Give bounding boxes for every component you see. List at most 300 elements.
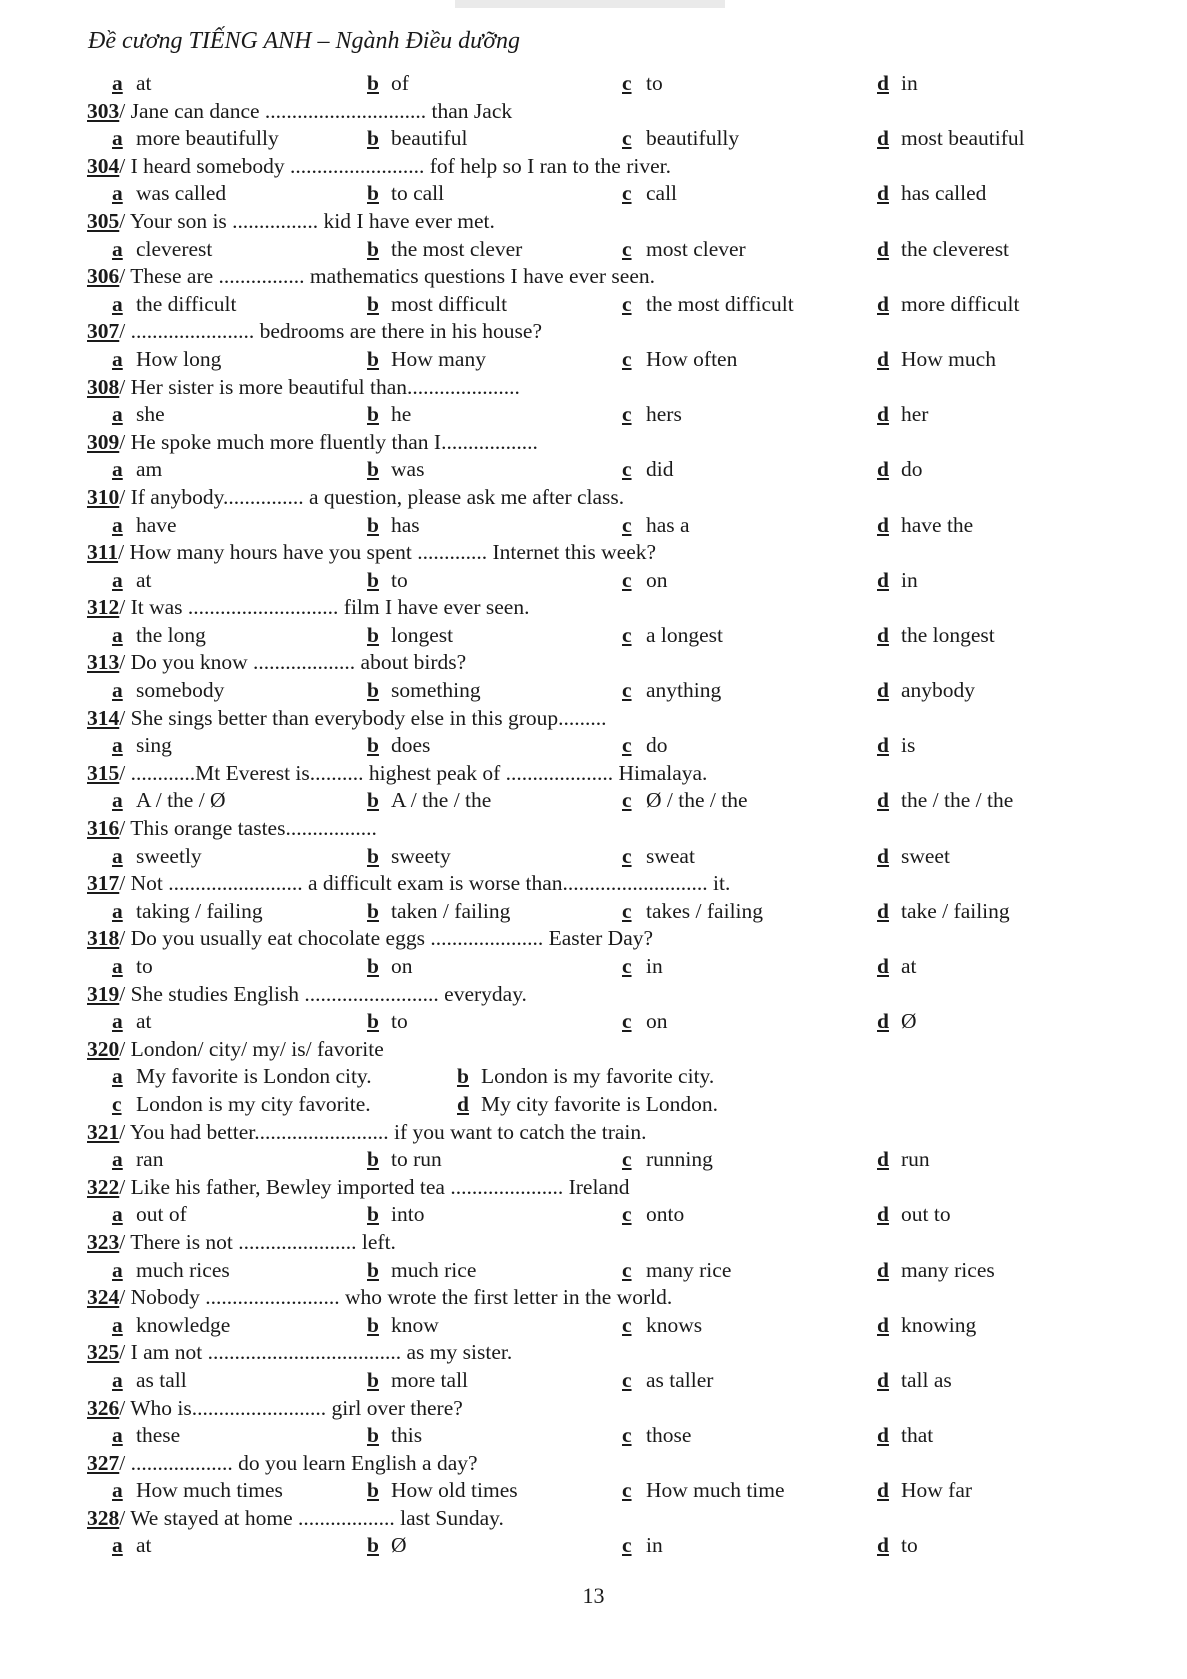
option-letter: d bbox=[877, 126, 889, 151]
options-row bbox=[87, 1312, 1107, 1340]
question-separator: / bbox=[119, 264, 131, 289]
question-text: Who is......................... girl over there? bbox=[130, 1395, 463, 1420]
option-text: those bbox=[646, 1423, 692, 1448]
option-d bbox=[877, 401, 928, 429]
option-text: have bbox=[136, 512, 177, 537]
options-row bbox=[87, 346, 1107, 374]
option-text: on bbox=[646, 1009, 668, 1034]
option-d bbox=[877, 1312, 976, 1340]
question-text: There is not ...................... left. bbox=[130, 1229, 396, 1254]
question-separator: / bbox=[119, 1174, 131, 1199]
option-letter: c bbox=[622, 346, 632, 371]
question-row bbox=[87, 484, 1107, 512]
question-separator: / bbox=[119, 1119, 130, 1144]
option-b bbox=[367, 456, 424, 484]
option-a bbox=[112, 843, 202, 871]
option-text: know bbox=[391, 1312, 439, 1337]
option-letter: a bbox=[112, 1533, 123, 1558]
question-separator: / bbox=[119, 1285, 131, 1310]
option-text: in bbox=[646, 954, 663, 978]
option-text: on bbox=[646, 567, 668, 592]
option-b bbox=[367, 1422, 422, 1450]
option-text: sing bbox=[136, 733, 172, 758]
option-letter: d bbox=[877, 567, 889, 592]
option-letter: c bbox=[112, 1091, 122, 1116]
option-letter: a bbox=[112, 1423, 123, 1448]
option-a bbox=[112, 1532, 152, 1560]
option-letter: b bbox=[367, 1478, 379, 1503]
question-number: 308 bbox=[87, 374, 120, 399]
question-number: 311 bbox=[87, 540, 119, 565]
option-text: How much time bbox=[646, 1478, 785, 1503]
option-letter: b bbox=[367, 898, 379, 923]
option-text: A / the / the bbox=[391, 788, 492, 813]
options-row bbox=[87, 677, 1107, 705]
option-a bbox=[112, 1367, 187, 1395]
question-row bbox=[87, 649, 1107, 677]
page-number: 13 bbox=[582, 1583, 605, 1608]
options-row bbox=[87, 1477, 1107, 1505]
option-b bbox=[367, 401, 411, 429]
question-row bbox=[87, 1119, 1107, 1147]
option-a bbox=[112, 1063, 372, 1091]
option-text: to call bbox=[391, 181, 445, 206]
option-letter: c bbox=[622, 1533, 632, 1558]
option-letter: d bbox=[877, 1423, 889, 1448]
option-c bbox=[622, 1532, 663, 1560]
question-row bbox=[87, 429, 1107, 457]
option-letter: d bbox=[877, 678, 889, 703]
question-separator: / bbox=[119, 319, 131, 344]
option-letter: c bbox=[622, 678, 632, 703]
option-text: at bbox=[136, 71, 152, 95]
option-d bbox=[877, 291, 1019, 319]
option-text: sweety bbox=[391, 843, 451, 868]
options-row bbox=[87, 1257, 1107, 1285]
question-separator: / bbox=[119, 1229, 131, 1254]
option-text: knowledge bbox=[136, 1312, 231, 1337]
option-d bbox=[877, 1257, 995, 1285]
option-text: My favorite is London city. bbox=[136, 1064, 372, 1089]
option-d bbox=[877, 953, 917, 981]
option-text: taken / failing bbox=[391, 898, 511, 923]
question-text: This orange tastes................. bbox=[130, 816, 377, 841]
option-b bbox=[367, 512, 420, 540]
option-text: cleverest bbox=[136, 236, 213, 261]
option-letter: a bbox=[112, 954, 123, 978]
option-letter: b bbox=[367, 512, 379, 537]
question-row bbox=[87, 263, 1107, 291]
option-text: anything bbox=[646, 678, 722, 703]
option-text: somebody bbox=[136, 678, 225, 703]
question-separator: / bbox=[118, 540, 130, 565]
option-text: Ø bbox=[901, 1009, 917, 1034]
option-letter: d bbox=[877, 512, 889, 537]
option-c bbox=[622, 180, 677, 208]
options-row bbox=[87, 1532, 1107, 1560]
option-text: How much times bbox=[136, 1478, 283, 1503]
option-text: beautifully bbox=[646, 126, 740, 151]
question-text: Your son is ................ kid I have ever met. bbox=[129, 208, 495, 233]
option-letter: d bbox=[877, 954, 889, 978]
option-letter: b bbox=[367, 236, 379, 261]
option-letter: d bbox=[877, 1257, 889, 1282]
option-c bbox=[622, 236, 746, 264]
option-letter: d bbox=[877, 71, 889, 95]
option-b bbox=[367, 125, 467, 153]
option-d bbox=[877, 456, 923, 484]
option-text: at bbox=[136, 1009, 152, 1034]
option-letter: d bbox=[877, 236, 889, 261]
option-text: sweetly bbox=[136, 843, 202, 868]
question-separator: / bbox=[119, 595, 131, 620]
question-number: 313 bbox=[87, 650, 120, 675]
option-letter: b bbox=[367, 1202, 379, 1227]
option-letter: d bbox=[877, 1367, 889, 1392]
option-text: in bbox=[646, 1533, 663, 1558]
option-text: running bbox=[646, 1147, 713, 1172]
option-letter: c bbox=[622, 622, 632, 647]
option-c bbox=[622, 1257, 731, 1285]
options-row bbox=[87, 843, 1107, 871]
question-separator: / bbox=[119, 153, 131, 178]
option-text: to bbox=[391, 567, 408, 592]
option-b bbox=[367, 898, 510, 926]
option-letter: d bbox=[877, 291, 889, 316]
option-letter: d bbox=[877, 733, 889, 758]
options-row bbox=[87, 622, 1107, 650]
option-c bbox=[622, 677, 721, 705]
option-text: London is my city favorite. bbox=[136, 1091, 371, 1116]
option-letter: c bbox=[622, 788, 632, 813]
options-row bbox=[87, 1091, 1107, 1119]
option-d bbox=[877, 125, 1025, 153]
option-text: more tall bbox=[391, 1367, 469, 1392]
option-letter: a bbox=[112, 71, 123, 95]
page-header: Đề cương TIẾNG ANH – Ngành Điều dưỡng bbox=[88, 28, 520, 54]
option-text: takes / failing bbox=[646, 898, 764, 923]
question-row bbox=[87, 594, 1107, 622]
option-letter: c bbox=[622, 236, 632, 261]
option-text: at bbox=[901, 954, 917, 978]
option-letter: a bbox=[112, 1478, 123, 1503]
question-row bbox=[87, 1174, 1107, 1202]
option-c bbox=[622, 1146, 713, 1174]
option-d bbox=[877, 1146, 930, 1174]
question-number: 327 bbox=[87, 1450, 120, 1475]
option-letter: b bbox=[367, 1257, 379, 1282]
option-text: her bbox=[901, 402, 929, 427]
option-text: much rice bbox=[391, 1257, 477, 1282]
option-letter: d bbox=[877, 1009, 889, 1034]
question-separator: / bbox=[119, 705, 131, 730]
option-d bbox=[877, 512, 973, 540]
question-row bbox=[87, 1505, 1107, 1533]
options-row bbox=[87, 125, 1107, 153]
option-text: ran bbox=[136, 1147, 164, 1172]
option-text: A / the / Ø bbox=[136, 788, 226, 813]
option-text: How much bbox=[901, 346, 996, 371]
option-letter: b bbox=[367, 622, 379, 647]
option-b bbox=[367, 953, 413, 981]
option-text: that bbox=[901, 1423, 934, 1448]
question-row bbox=[87, 318, 1107, 346]
question-separator: / bbox=[119, 981, 131, 1006]
option-a bbox=[112, 70, 152, 98]
option-letter: c bbox=[622, 126, 632, 151]
option-text: has bbox=[391, 512, 420, 537]
option-text: many rice bbox=[646, 1257, 732, 1282]
option-b bbox=[367, 843, 451, 871]
option-b bbox=[367, 567, 408, 595]
option-text: of bbox=[391, 71, 409, 95]
options-row bbox=[87, 70, 1107, 98]
question-row bbox=[87, 208, 1107, 236]
option-letter: a bbox=[112, 236, 123, 261]
option-letter: d bbox=[877, 898, 889, 923]
option-letter: a bbox=[112, 181, 123, 206]
question-number: 319 bbox=[87, 981, 120, 1006]
question-number: 305 bbox=[87, 208, 120, 233]
question-separator: / bbox=[119, 926, 131, 951]
option-b bbox=[367, 1477, 518, 1505]
option-letter: b bbox=[367, 954, 379, 978]
option-text: a longest bbox=[646, 622, 724, 647]
option-c bbox=[622, 567, 668, 595]
question-separator: / bbox=[119, 760, 131, 785]
option-letter: c bbox=[622, 71, 632, 95]
option-letter: d bbox=[877, 346, 889, 371]
option-letter: a bbox=[112, 402, 123, 427]
option-b bbox=[367, 1532, 407, 1560]
option-letter: a bbox=[112, 788, 123, 813]
question-number: 304 bbox=[87, 153, 120, 178]
option-letter: d bbox=[877, 1202, 889, 1227]
question-number: 322 bbox=[87, 1174, 120, 1199]
question-text: I am not .................................... as my sister. bbox=[130, 1340, 513, 1365]
question-separator: / bbox=[119, 650, 131, 675]
option-letter: b bbox=[367, 788, 379, 813]
option-c bbox=[622, 953, 663, 981]
option-letter: b bbox=[367, 1423, 379, 1448]
option-text: is bbox=[901, 733, 916, 758]
option-text: the most difficult bbox=[646, 291, 794, 316]
option-d bbox=[877, 732, 915, 760]
option-c bbox=[622, 1201, 684, 1229]
question-text: We stayed at home .................. last Sunday. bbox=[130, 1505, 504, 1530]
option-letter: c bbox=[622, 402, 632, 427]
option-c bbox=[622, 512, 690, 540]
option-b bbox=[367, 70, 409, 98]
question-list bbox=[87, 70, 1107, 1560]
option-text: Ø bbox=[391, 1533, 407, 1558]
option-d bbox=[457, 1091, 718, 1119]
option-a bbox=[112, 291, 237, 319]
option-letter: c bbox=[622, 567, 632, 592]
option-a bbox=[112, 512, 177, 540]
question-number: 303 bbox=[87, 98, 120, 123]
options-row bbox=[87, 787, 1107, 815]
options-row bbox=[87, 1422, 1107, 1450]
question-text: If anybody............... a question, please ask me after class. bbox=[130, 484, 625, 509]
option-d bbox=[877, 843, 950, 871]
question-row bbox=[87, 1229, 1107, 1257]
option-letter: b bbox=[367, 567, 379, 592]
option-letter: c bbox=[622, 898, 632, 923]
question-separator: / bbox=[119, 1505, 131, 1530]
options-row bbox=[87, 512, 1107, 540]
option-text: London is my favorite city. bbox=[481, 1064, 715, 1089]
options-row bbox=[87, 1367, 1107, 1395]
option-text: this bbox=[391, 1423, 423, 1448]
option-text: knows bbox=[646, 1312, 703, 1337]
option-letter: b bbox=[367, 126, 379, 151]
option-b bbox=[367, 291, 507, 319]
option-text: the difficult bbox=[136, 291, 237, 316]
question-text: ................... do you learn English a day? bbox=[130, 1450, 478, 1475]
option-letter: b bbox=[367, 843, 379, 868]
option-a bbox=[112, 346, 221, 374]
option-c bbox=[622, 1008, 668, 1036]
question-text: These are ................ mathematics questions I have ever seen. bbox=[130, 264, 655, 289]
option-text: most clever bbox=[646, 236, 746, 261]
option-text: does bbox=[391, 733, 431, 758]
option-text: tall as bbox=[901, 1367, 952, 1392]
option-text: he bbox=[391, 402, 412, 427]
option-text: these bbox=[136, 1423, 181, 1448]
option-d bbox=[877, 898, 1010, 926]
option-c bbox=[622, 1367, 713, 1395]
option-letter: b bbox=[367, 733, 379, 758]
option-letter: c bbox=[622, 1423, 632, 1448]
question-text: London/ city/ my/ is/ favorite bbox=[130, 1036, 384, 1061]
option-d bbox=[877, 346, 996, 374]
question-text: How many hours have you spent ............. Internet this week? bbox=[129, 540, 657, 565]
option-text: to bbox=[136, 954, 153, 978]
option-text: at bbox=[136, 1533, 152, 1558]
question-row bbox=[87, 705, 1107, 733]
option-letter: b bbox=[367, 71, 379, 95]
options-row bbox=[87, 1201, 1107, 1229]
scan-artifact bbox=[455, 0, 725, 8]
question-row bbox=[87, 1450, 1107, 1478]
option-text: into bbox=[391, 1202, 425, 1227]
option-d bbox=[877, 677, 975, 705]
option-a bbox=[112, 732, 172, 760]
options-row bbox=[87, 456, 1107, 484]
option-b bbox=[367, 1008, 408, 1036]
question-number: 318 bbox=[87, 926, 120, 951]
option-text: has a bbox=[646, 512, 690, 537]
question-number: 310 bbox=[87, 484, 120, 509]
option-b bbox=[367, 236, 522, 264]
option-letter: a bbox=[112, 843, 123, 868]
question-text: ............Mt Everest is.......... highest peak of .................... Himalaya. bbox=[130, 760, 708, 785]
option-letter: b bbox=[367, 678, 379, 703]
option-b bbox=[367, 1367, 468, 1395]
option-letter: a bbox=[112, 126, 123, 151]
question-text: I heard somebody ......................... fof help so I ran to the river. bbox=[130, 153, 671, 178]
option-letter: b bbox=[367, 346, 379, 371]
option-text: as tall bbox=[136, 1367, 187, 1392]
option-letter: d bbox=[877, 402, 889, 427]
option-text: sweet bbox=[901, 843, 950, 868]
question-number: 326 bbox=[87, 1395, 120, 1420]
option-text: was called bbox=[136, 181, 227, 206]
question-row bbox=[87, 374, 1107, 402]
option-b bbox=[457, 1063, 714, 1091]
options-row bbox=[87, 291, 1107, 319]
option-c bbox=[622, 401, 682, 429]
question-number: 324 bbox=[87, 1285, 120, 1310]
option-text: beautiful bbox=[391, 126, 468, 151]
option-text: in bbox=[901, 71, 918, 95]
option-letter: a bbox=[112, 1147, 123, 1172]
option-letter: c bbox=[622, 291, 632, 316]
option-letter: d bbox=[877, 788, 889, 813]
option-text: longest bbox=[391, 622, 454, 647]
question-number: 323 bbox=[87, 1229, 120, 1254]
question-text: Nobody ......................... who wrote the first letter in the world. bbox=[130, 1285, 673, 1310]
option-letter: a bbox=[112, 512, 123, 537]
option-text: on bbox=[391, 954, 413, 978]
option-letter: d bbox=[877, 1312, 889, 1337]
question-number: 328 bbox=[87, 1505, 120, 1530]
option-d bbox=[877, 236, 1009, 264]
option-letter: a bbox=[112, 291, 123, 316]
question-text: Jane can dance .............................. than Jack bbox=[130, 98, 513, 123]
option-letter: a bbox=[112, 733, 123, 758]
option-text: am bbox=[136, 457, 163, 482]
option-letter: d bbox=[877, 1478, 889, 1503]
option-b bbox=[367, 622, 453, 650]
option-a bbox=[112, 953, 153, 981]
option-letter: c bbox=[622, 733, 632, 758]
option-c bbox=[622, 843, 695, 871]
option-text: out to bbox=[901, 1202, 951, 1227]
option-letter: d bbox=[457, 1091, 469, 1116]
option-c bbox=[622, 456, 673, 484]
options-row bbox=[87, 1063, 1107, 1091]
question-text: It was ............................ film I have ever seen. bbox=[130, 595, 530, 620]
options-row bbox=[87, 567, 1107, 595]
option-c bbox=[622, 898, 763, 926]
option-text: How many bbox=[391, 346, 486, 371]
option-letter: b bbox=[367, 1009, 379, 1034]
question-separator: / bbox=[119, 816, 131, 841]
question-row bbox=[87, 1036, 1107, 1064]
option-letter: b bbox=[367, 1533, 379, 1558]
option-text: run bbox=[901, 1147, 930, 1172]
option-text: to bbox=[901, 1533, 918, 1558]
option-letter: c bbox=[622, 843, 632, 868]
option-b bbox=[367, 1257, 476, 1285]
question-text: Not ......................... a difficult exam is worse than........................... it. bbox=[130, 871, 731, 896]
question-text: He spoke much more fluently than I.................. bbox=[130, 429, 538, 454]
option-a bbox=[112, 1312, 230, 1340]
option-b bbox=[367, 787, 491, 815]
option-text: to bbox=[391, 1009, 408, 1034]
option-letter: a bbox=[112, 457, 123, 482]
option-c bbox=[622, 291, 794, 319]
option-c bbox=[622, 125, 739, 153]
option-d bbox=[877, 1367, 952, 1395]
options-row bbox=[87, 236, 1107, 264]
option-text: Ø / the / the bbox=[646, 788, 748, 813]
question-separator: / bbox=[119, 484, 131, 509]
option-letter: b bbox=[457, 1064, 469, 1089]
question-row bbox=[87, 925, 1107, 953]
